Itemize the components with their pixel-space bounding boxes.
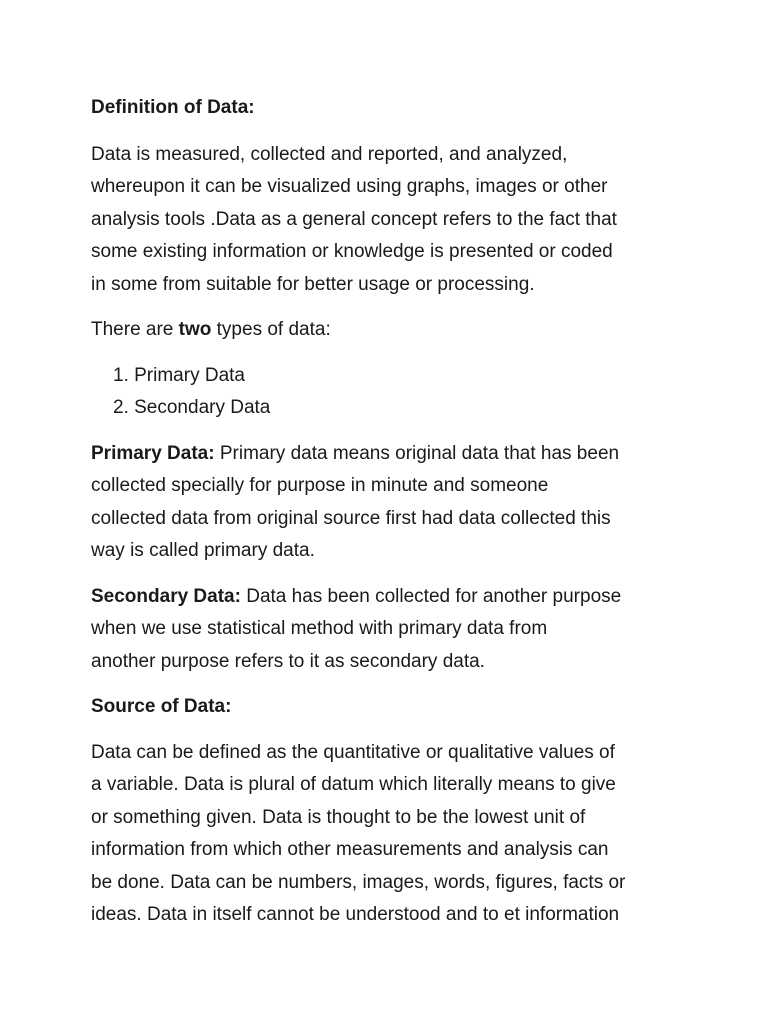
secondary-data-label: Secondary Data: (91, 585, 241, 607)
source-line: be done. Data can be numbers, images, words, figures, facts or (91, 871, 626, 893)
list-item: 1. Primary Data (113, 364, 245, 386)
list-item: 2. Secondary Data (113, 397, 271, 418)
primary-data-line: collected data from original source first had data collected this (91, 507, 611, 529)
source-line: or something given. Data is thought to be the lowest unit of (91, 806, 586, 828)
secondary-data-line: when we use statistical method with primary data from (91, 618, 548, 639)
types-intro-before: There are (91, 319, 179, 340)
source-line: ideas. Data in itself cannot be understood and to et information (91, 904, 620, 925)
primary-data-paragraph (91, 438, 691, 568)
primary-data-label: Primary Data: (91, 442, 215, 464)
definition-line: in some from suitable for better usage or processing. (91, 273, 535, 295)
types-intro-after: types of data: (211, 319, 331, 340)
primary-data-line: way is called primary data. (91, 540, 315, 561)
secondary-data-line: Data has been collected for another purpose (240, 585, 622, 607)
source-heading: Source of Data: (91, 696, 232, 717)
primary-data-line: collected specially for purpose in minute and someone (91, 475, 549, 496)
definition-heading: Definition of Data: (91, 97, 255, 118)
source-line: Data can be defined as the quantitative or qualitative values of (91, 741, 615, 763)
definition-line: Data is measured, collected and reported, and analyzed, (91, 143, 568, 165)
source-line: a variable. Data is plural of datum which literally means to give (91, 774, 616, 795)
definition-line: some existing information or knowledge is presented or coded (91, 241, 613, 262)
source-line: information from which other measurements and analysis can (91, 839, 609, 860)
types-list (91, 360, 691, 425)
types-intro-bold: two (178, 319, 212, 340)
source-paragraph (91, 737, 691, 932)
definition-line: whereupon it can be visualized using graphs, images or other (91, 176, 608, 197)
document-page (91, 92, 691, 932)
definition-paragraph (91, 139, 691, 302)
definition-line: analysis tools .Data as a general concept refers to the fact that (91, 208, 617, 230)
primary-data-line: Primary data means original data that has been (214, 442, 620, 464)
secondary-data-paragraph (91, 581, 691, 679)
types-intro (91, 314, 691, 347)
secondary-data-line: another purpose refers to it as secondary data. (91, 650, 485, 672)
